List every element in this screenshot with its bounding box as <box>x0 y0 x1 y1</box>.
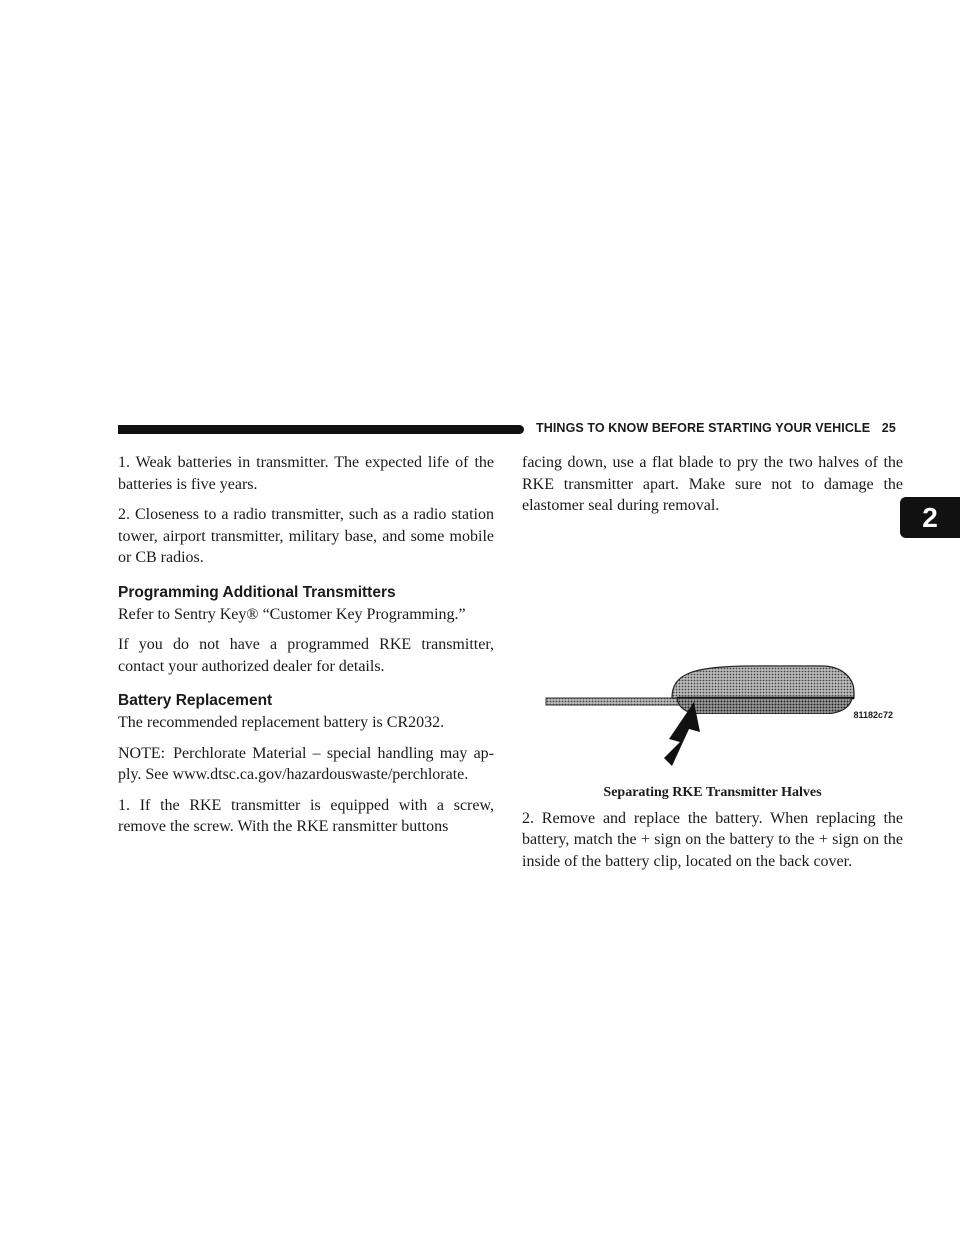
battery-type-text: The recommended replacement battery is CR2032. <box>118 714 445 731</box>
heading-battery-replacement: Battery Replacement <box>118 692 273 709</box>
continued-step-text: facing down, use a flat blade to pry the two halves of the RKE transmitter apart. Make sure not to damage the elastomer seal during removal. <box>522 454 903 514</box>
transmitter-figure <box>522 526 903 714</box>
note-text: Perchlorate Material – special handling may ap-ply. See www.dtsc.ca.gov/hazardouswaste/perchlorate. <box>118 744 494 783</box>
header-title: THINGS TO KNOW BEFORE STARTING YOUR VEHICLE <box>536 421 871 435</box>
figure-code: 81182c72 <box>853 710 893 720</box>
left-column <box>118 452 494 847</box>
list-item-radio-closeness: 2. Closeness to a radio transmitter, such as a radio station tower, airport transmitter, military base, and some mobile or CB radios. <box>118 506 494 566</box>
heading-programming-transmitters: Programming Additional Transmitters <box>118 583 396 601</box>
chapter-tab: 2 <box>900 497 960 538</box>
running-header <box>536 421 936 435</box>
refer-sentry-key-text: Refer to Sentry Key® “Customer Key Programming.” <box>118 605 466 623</box>
list-item-weak-batteries: 1. Weak batteries in transmitter. The expected life of the batteries is five years. <box>118 454 494 493</box>
step-1-text: 1. If the RKE transmitter is equipped with a screw, remove the screw. With the RKE ransmitter buttons <box>118 796 494 835</box>
step-2-text: 2. Remove and replace the battery. When replacing the battery, match the + sign on the battery to the + sign on the inside of the battery clip, located on the back cover. <box>522 809 903 870</box>
page-number: 25 <box>881 421 896 435</box>
dealer-contact-text: If you do not have a programmed RKE transmitter, contact your authorized dealer for details. <box>118 636 494 675</box>
figure-caption: Separating RKE Transmitter Halves <box>603 784 822 800</box>
pointer-arrow-icon <box>522 526 903 714</box>
note-label: NOTE: <box>118 744 166 762</box>
right-column <box>522 452 903 881</box>
note-paragraph <box>118 743 494 786</box>
header-rule <box>118 425 524 434</box>
